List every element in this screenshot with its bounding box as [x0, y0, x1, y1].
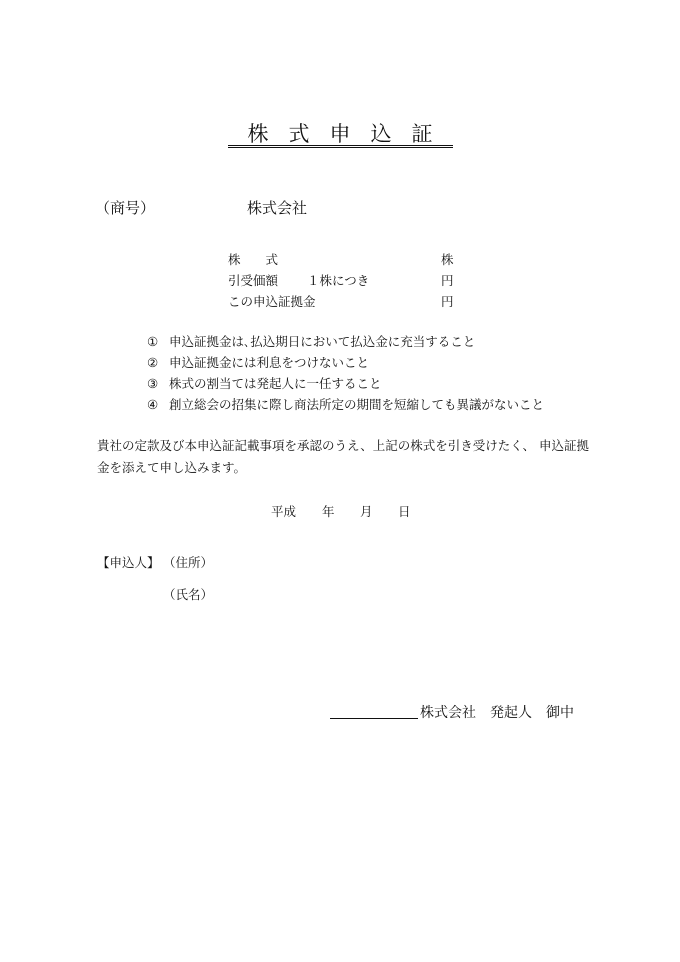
date-day: 日	[398, 504, 411, 519]
condition-item	[147, 374, 382, 392]
term-deposit-unit: 円	[441, 294, 454, 309]
term-shares-label: 株 式	[228, 252, 279, 267]
condition-text: 株式の割当ては発起人に一任すること	[169, 376, 382, 391]
term-deposit-label: この申込証拠金	[228, 294, 316, 309]
applicant-label: 【申込人】	[97, 555, 160, 570]
condition-item	[147, 395, 544, 413]
condition-text: 創立総会の招集に際し商法所定の期間を短縮しても異議がないこと	[169, 397, 545, 412]
company-name-blank	[330, 704, 418, 719]
condition-text: 申込証拠金は､払込期日において払込金に充当すること	[169, 334, 476, 349]
document-title	[0, 122, 680, 148]
condition-number: ③	[147, 376, 159, 391]
condition-number: ①	[147, 334, 159, 349]
applicant-name-label: （氏名）	[163, 587, 214, 602]
company-name: 株式会社	[247, 199, 308, 217]
term-price-unit: 円	[441, 273, 454, 288]
condition-number: ②	[147, 355, 159, 370]
term-shares-unit: 株	[441, 252, 454, 267]
date-year: 年	[322, 504, 335, 519]
applicant-address-label: （住所）	[163, 555, 214, 570]
addressee-line	[330, 702, 574, 722]
application-statement: 貴社の定款及び本申込証記載事項を承認のうえ、上記の株式を引き受けたく、 申込証拠金を添えて申し込みます。	[97, 438, 589, 475]
condition-text: 申込証拠金には利息をつけないこと	[169, 355, 370, 370]
date-era: 平成	[271, 504, 297, 519]
term-price-label: 引受価額	[228, 273, 279, 288]
document-title-text: 株式申込証	[228, 123, 453, 148]
addressee-text: 株式会社 発起人 御中	[420, 705, 574, 721]
condition-number: ④	[147, 397, 159, 412]
date-month: 月	[360, 504, 373, 519]
company-label: （商号）	[95, 199, 156, 217]
term-price-sub: １株につき	[307, 273, 370, 288]
condition-item	[147, 353, 369, 371]
condition-item	[147, 332, 475, 350]
